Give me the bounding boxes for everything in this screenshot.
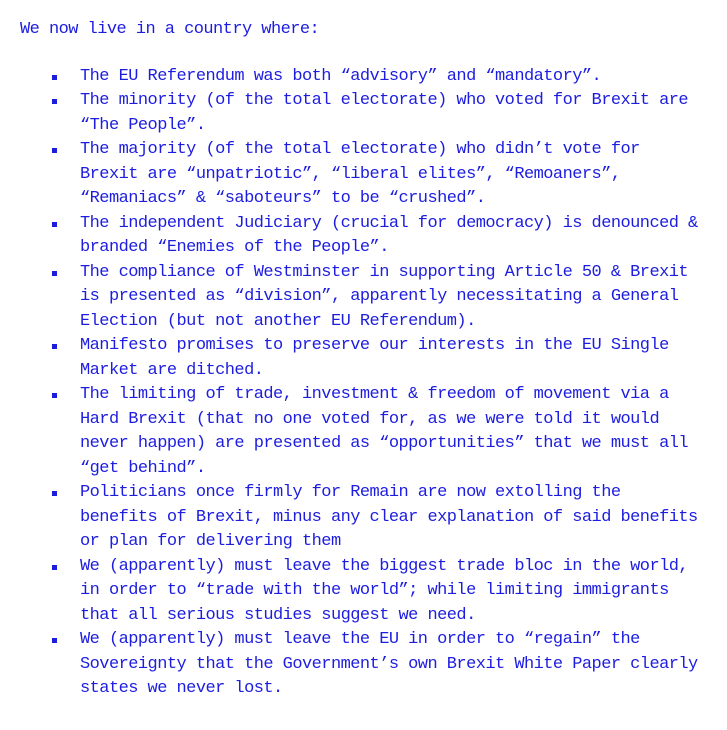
list-item (20, 481, 707, 555)
list-item-text: The compliance of Westminster in supporting Article 50 & Brexit is presented as “division”, apparently necessitating a General Election (but not another EU Referendum). (80, 262, 689, 331)
square-bullet-icon (52, 344, 57, 349)
list-item (20, 383, 707, 481)
list-item (20, 628, 707, 702)
list-item-text: Manifesto promises to preserve our interests in the EU Single Market are ditched. (80, 336, 669, 380)
square-bullet-icon (52, 271, 57, 276)
list-item-text: The limiting of trade, investment & freedom of movement via a Hard Brexit (that no one voted for, as we were told it would never happen) are presented as “opportunities” that we must all “get behind”. (80, 385, 689, 478)
list-item (20, 334, 707, 383)
square-bullet-icon (52, 393, 57, 398)
list-item-text: The EU Referendum was both “advisory” and “mandatory”. (80, 66, 602, 86)
list-item (20, 261, 707, 335)
square-bullet-icon (52, 638, 57, 643)
square-bullet-icon (52, 565, 57, 570)
square-bullet-icon (52, 99, 57, 104)
intro-text: We now live in a country where: (20, 20, 320, 39)
list-item-text: Politicians once firmly for Remain are now extolling the benefits of Brexit, minus any clear explanation of said benefits or plan for delivering them (80, 483, 698, 551)
list-item (20, 89, 707, 138)
list-item-text: We (apparently) must leave the biggest trade bloc in the world, in order to “trade with the world”; while limiting immigrants that all serious studies suggest we need. (80, 556, 689, 625)
list-item-text: We (apparently) must leave the EU in order to “regain” the Sovereignty that the Government’s own Brexit White Paper clearly states we never lost. (80, 630, 698, 698)
list-item-text: The majority (of the total electorate) who didn’t vote for Brexit are “unpatriotic”, “liberal elites”, “Remoaners”, “Remaniacs” & “saboteurs” to be “crushed”. (80, 140, 640, 208)
bullet-list (20, 65, 717, 702)
list-item (20, 138, 707, 212)
list-item (20, 65, 707, 90)
list-item-text: The minority (of the total electorate) who voted for Brexit are “The People”. (80, 91, 689, 135)
list-item (20, 212, 707, 261)
list-item-text: The independent Judiciary (crucial for democracy) is denounced & branded “Enemies of the People”. (80, 213, 698, 257)
square-bullet-icon (52, 75, 57, 80)
square-bullet-icon (52, 222, 57, 227)
square-bullet-icon (52, 148, 57, 153)
list-item (20, 555, 707, 629)
square-bullet-icon (52, 491, 57, 496)
